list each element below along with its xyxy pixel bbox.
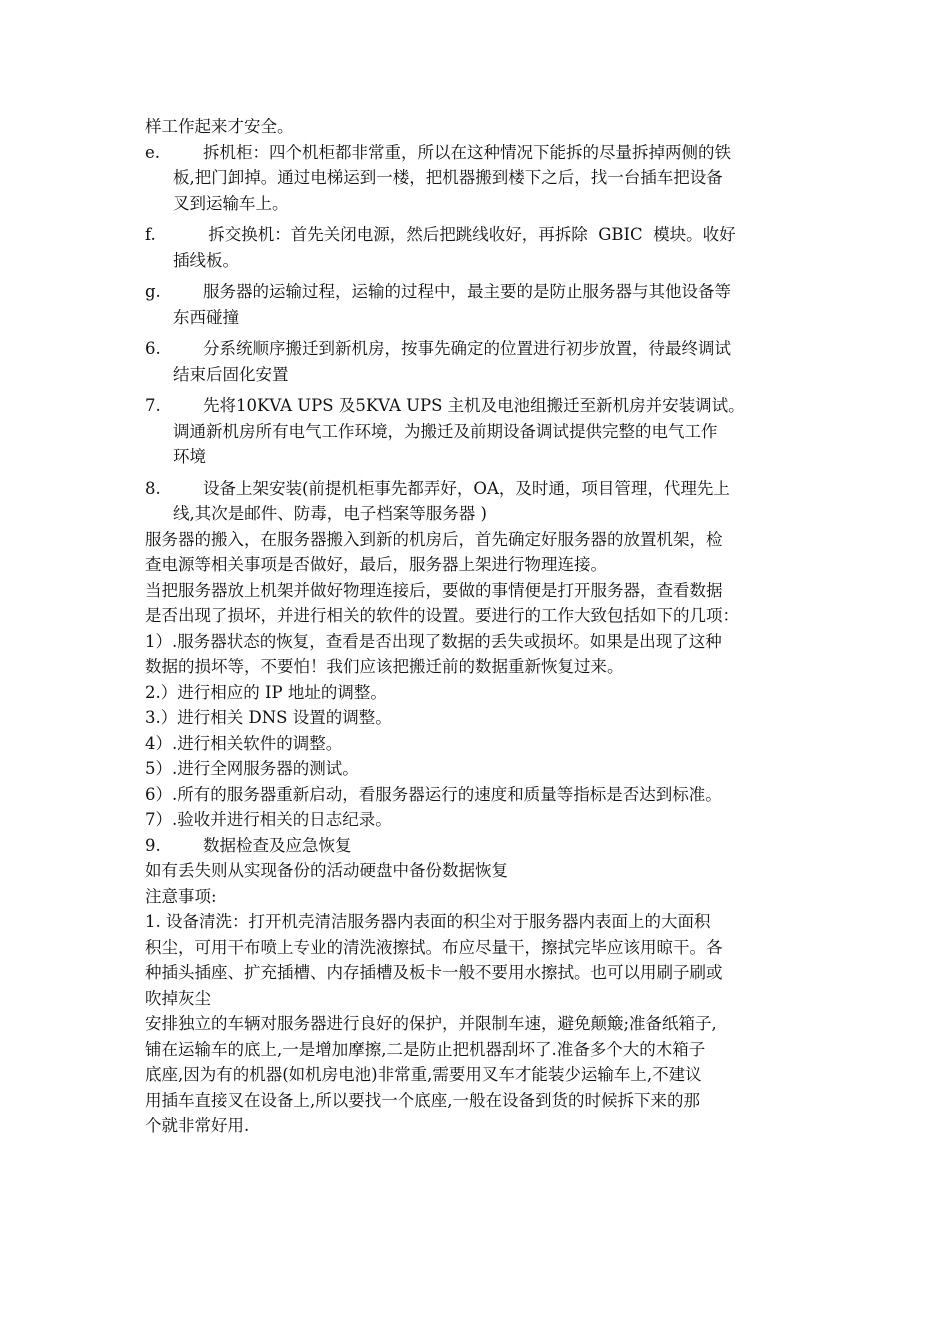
- list-marker: g.: [145, 282, 161, 301]
- list-item-text: 结束后固化安置: [173, 364, 289, 384]
- list-item-text: 调通新机房所有电气工作环境，为搬迁及前期设备调试提供完整的电气工作: [173, 421, 718, 441]
- paragraph-line: 服务器的搬入，在服务器搬入到新的机房后，首先确定好服务器的放置机架，检: [145, 529, 723, 549]
- step-list: [145, 629, 810, 833]
- list-marker: 9.: [145, 835, 161, 855]
- paragraph-line: 种插头插座、扩充插槽、内存插槽及板卡一般不要用水擦拭。也可以用刷子刷或: [145, 963, 723, 982]
- list-item-text: 服务器的运输过程，运输的过程中，最主要的是防止服务器与其他设备等: [203, 282, 731, 301]
- list-item-8: [145, 476, 810, 527]
- list-item-6: [145, 336, 810, 387]
- paragraph-line: 安排独立的车辆对服务器进行良好的保护，并限制车速，避免颠簸;准备纸箱子,: [145, 1014, 717, 1033]
- list-marker: 7.: [145, 396, 161, 415]
- list-item-text: 先将10KVA UPS 及5KVA UPS 主机及电池组搬迁至新机房并安装调试。: [203, 396, 745, 415]
- list-marker: f.: [145, 225, 156, 244]
- step-item: 3.）进行相关 DNS 设置的调整。: [145, 708, 392, 727]
- step-item: 1）.服务器状态的恢复，查看是否出现了数据的丢失或损坏。如果是出现了这种: [145, 631, 722, 651]
- step-item: 2.）进行相应的 IP 地址的调整。: [145, 682, 387, 702]
- paragraph-line: 吹掉灰尘: [145, 988, 211, 1008]
- list-marker: 8.: [145, 478, 161, 498]
- list-item-text: 设备上架安装(前提机柜事先都弄好，OA，及时通，项目管理，代理先上: [203, 478, 730, 498]
- paragraph-after-rack: [145, 578, 810, 629]
- paragraph-line: 当把服务器放上机架并做好物理连接后，要做的事情便是打开服务器，查看数据: [145, 580, 723, 600]
- list-item-text: 板,把门卸掉。通过电梯运到一楼，把机器搬到楼下之后，找一台插车把设备: [173, 168, 723, 187]
- list-item-text: 分系统顺序搬迁到新机房，按事先确定的位置进行初步放置，待最终调试: [203, 339, 731, 358]
- list-item-text: 环境: [173, 447, 206, 466]
- list-item-e: [145, 140, 810, 217]
- list-marker: 6.: [145, 339, 161, 358]
- paragraph-transport: [145, 1011, 810, 1139]
- paragraph-line: 是否出现了损坏，并进行相关的软件的设置。要进行的工作大致包括如下的几项：: [145, 606, 739, 625]
- list-item-text: 拆机柜：四个机柜都非常重，所以在这种情况下能拆的尽量拆掉两侧的铁: [203, 142, 731, 162]
- paragraph-line: 查电源等相关事项是否做好，最后，服务器上架进行物理连接。: [145, 555, 607, 574]
- step-item: 4）.进行相关软件的调整。: [145, 733, 343, 753]
- paragraph-line: 积尘，可用干布喷上专业的清洗液擦拭。布应尽量干，擦拭完毕应该用晾干。各: [145, 937, 723, 957]
- notes-heading: 注意事项:: [145, 886, 217, 906]
- step-item: 7）.验收并进行相关的日志纪录。: [145, 810, 392, 829]
- paragraph-line: 1. 设备清洗：打开机壳清洁服务器内表面的积尘对于服务器内表面上的大面积: [145, 912, 711, 931]
- note-cleaning: [145, 909, 810, 1011]
- list-item-text: 数据检查及应急恢复: [203, 835, 352, 855]
- list-item-f: [145, 222, 810, 273]
- paragraph-line: 底座,因为有的机器(如机房电池)非常重,需要用叉车才能装少运输车上,不建议: [145, 1065, 702, 1084]
- document-body: [145, 114, 810, 1139]
- list-item-9: [145, 833, 810, 859]
- list-marker: e.: [145, 142, 161, 162]
- step-item: 6）.所有的服务器重新启动，看服务器运行的速度和质量等指标是否达到标准。: [145, 784, 722, 804]
- paragraph-line: 用插车直接叉在设备上,所以要找一个底座,一般在设备到货的时候拆下来的那: [145, 1090, 700, 1110]
- recovery-line: 如有丢失则从实现备份的活动硬盘中备份数据恢复: [145, 861, 508, 880]
- paragraph-line: 铺在运输车的底上,一是增加摩擦,二是防止把机器刮坏了.准备多个大的木箱子: [145, 1039, 706, 1059]
- intro-line: 样工作起来才安全。: [145, 117, 294, 136]
- list-item-g: [145, 279, 810, 330]
- list-item-text: 线,其次是邮件、防毒，电子档案等服务器 ): [173, 504, 487, 523]
- paragraph-line: 个就非常好用.: [145, 1116, 250, 1135]
- list-item-text: 插线板。: [173, 250, 239, 270]
- step-item: 5）.进行全网服务器的测试。: [145, 759, 359, 778]
- list-item-text: 叉到运输车上。: [173, 193, 289, 213]
- paragraph-move-in: [145, 527, 810, 578]
- list-item-text: 拆交换机：首先关闭电源，然后把跳线收好，再拆除 GBIC 模块。收好: [203, 225, 736, 244]
- list-item-text: 东西碰撞: [173, 307, 239, 327]
- list-item-7: [145, 393, 810, 470]
- step-item: 数据的损坏等，不要怕！我们应该把搬迁前的数据重新恢复过来。: [145, 657, 624, 676]
